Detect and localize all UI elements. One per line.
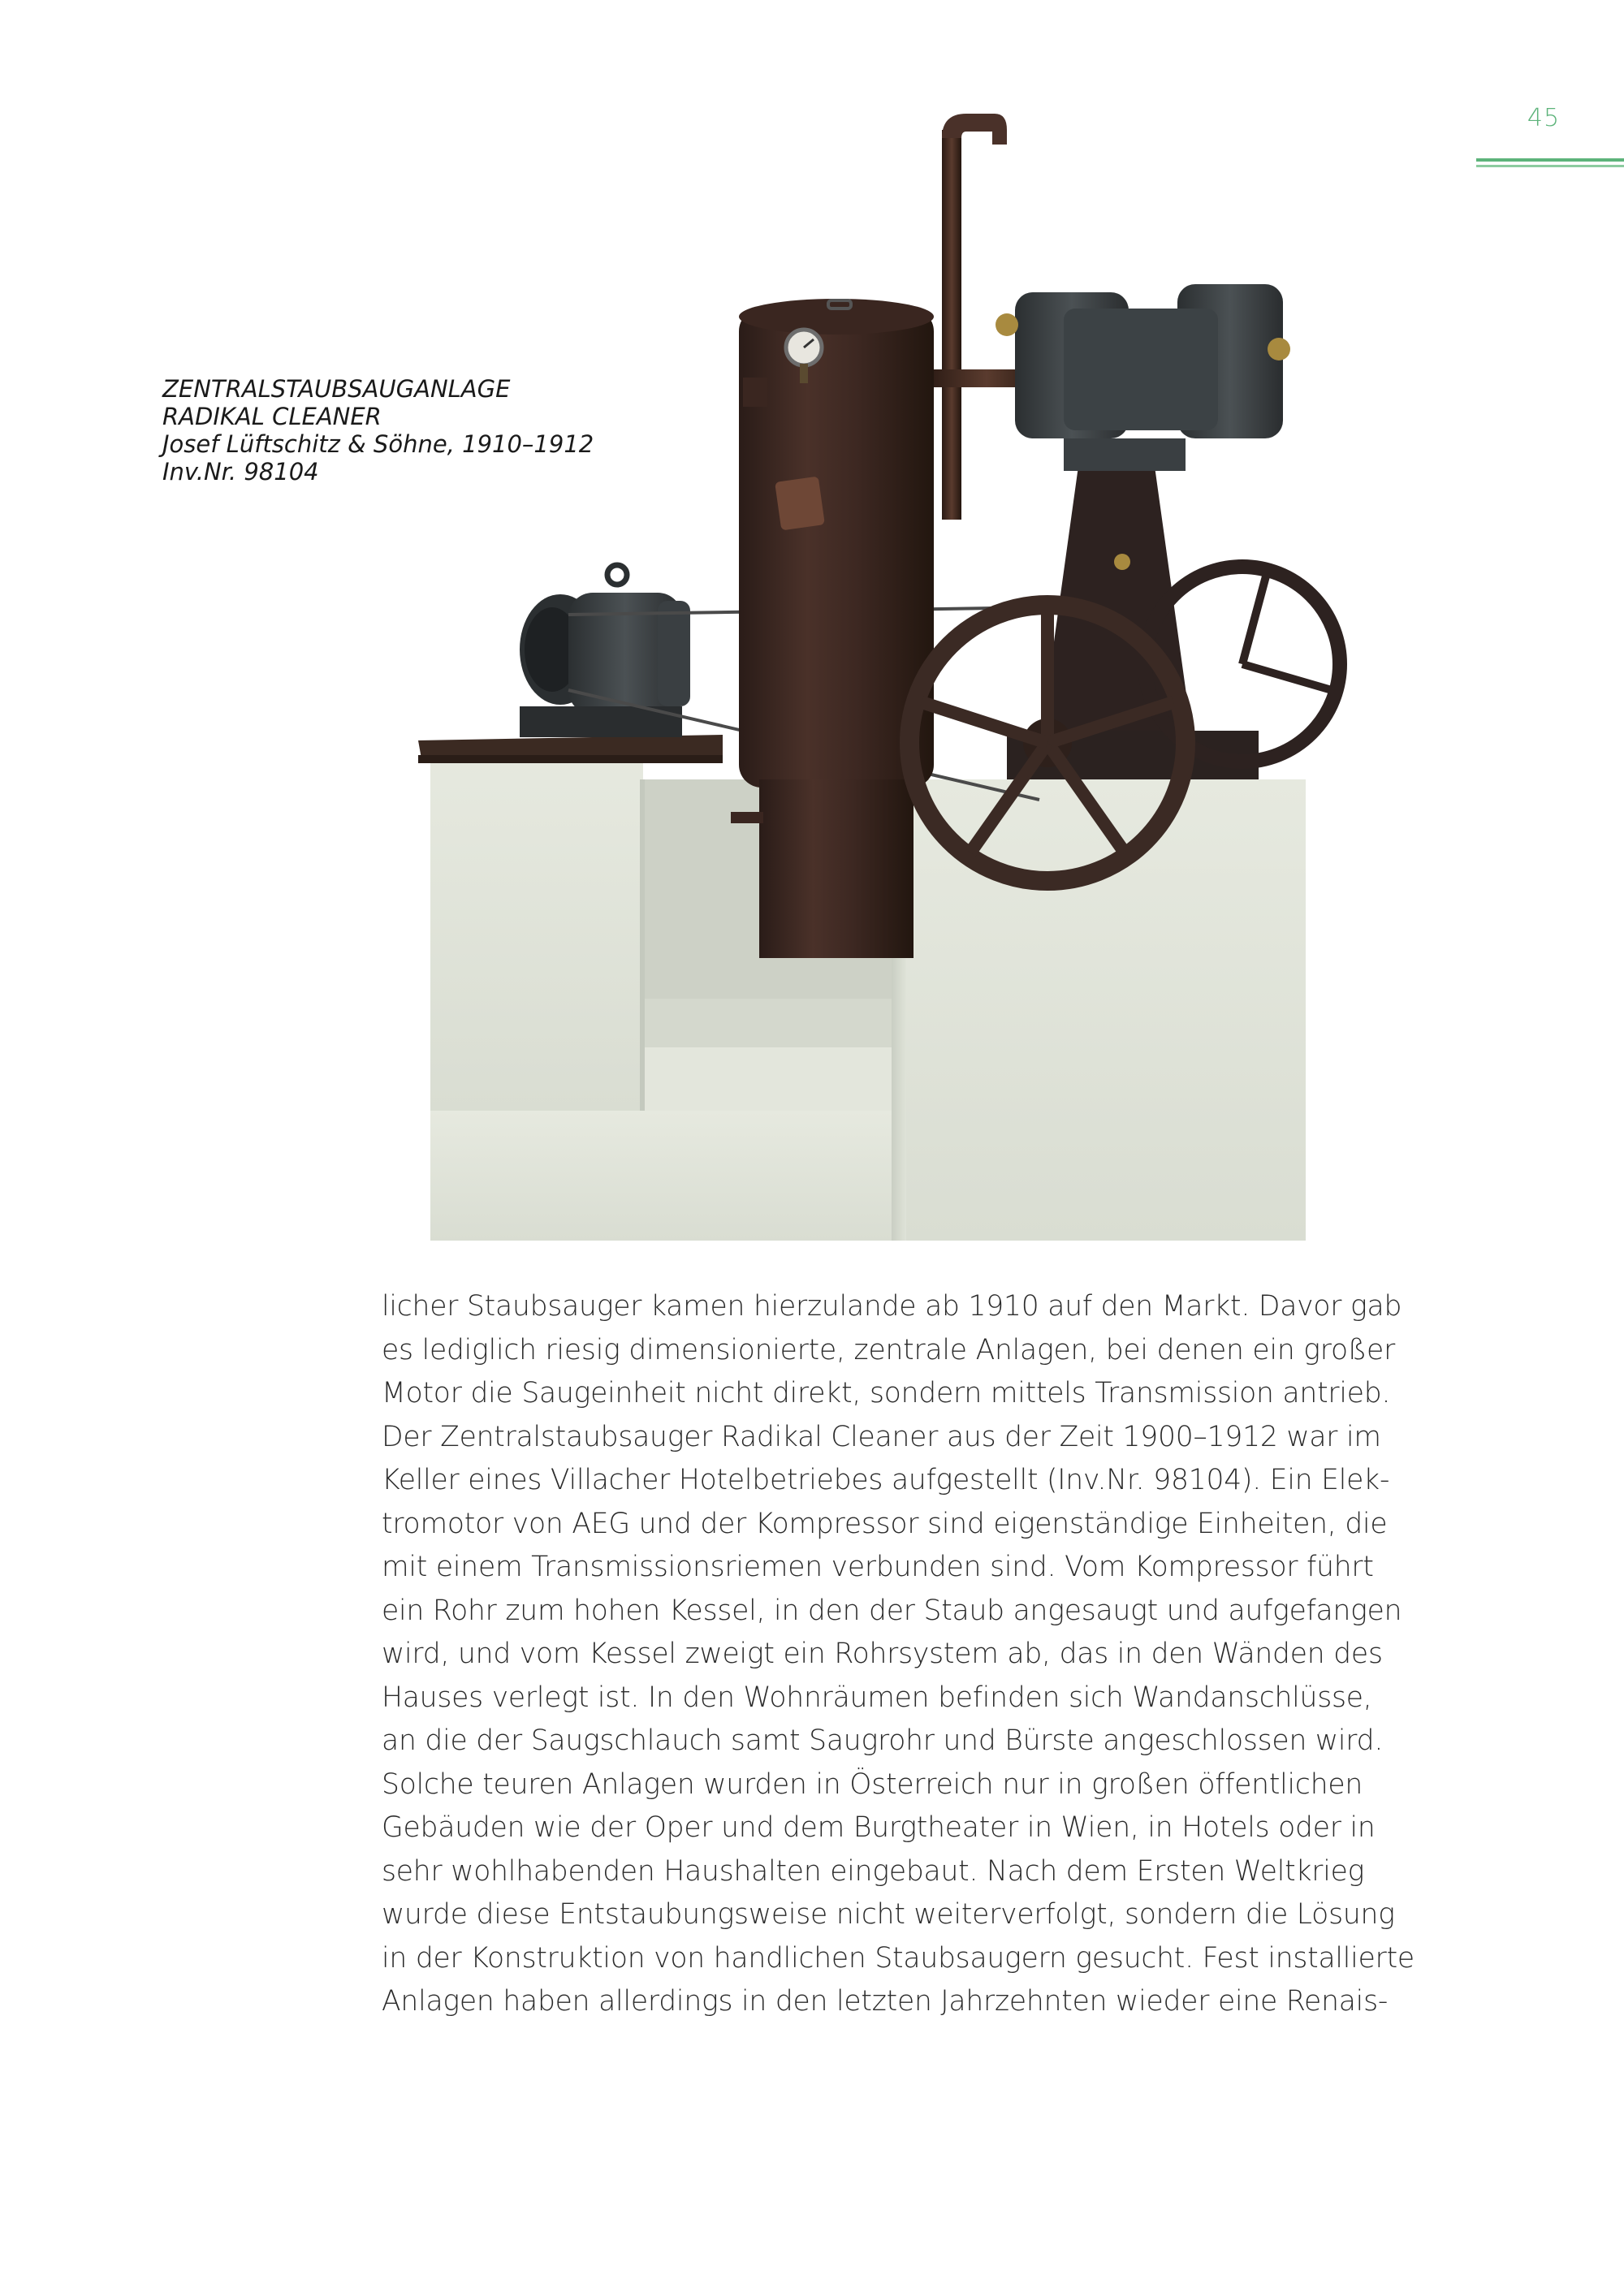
text-line: Motor die Saugeinheit nicht direkt, sondern mittels Transmission antrieb. <box>382 1377 1391 1409</box>
front-spoke <box>922 702 1047 743</box>
pedestal-left-block <box>430 753 643 1111</box>
brass-oiler-left <box>996 313 1018 336</box>
motor-end-cap <box>658 601 690 706</box>
figure-caption <box>162 375 666 486</box>
text-line: tromotor von AEG und der Kompressor sind eigenständige Einheiten, die <box>382 1507 1388 1540</box>
text-line: es lediglich riesig dimensionierte, zentrale Anlagen, bei denen ein großer <box>382 1333 1396 1366</box>
pedestal-recess-floor <box>643 1047 892 1111</box>
caption-title-line-2: RADIKAL CLEANER <box>162 403 382 430</box>
text-line: sehr wohlhabenden Haushalten eingebaut. Nach dem Ersten Weltkrieg <box>382 1854 1365 1888</box>
motor-base-edge <box>418 755 723 763</box>
pipe-vertical <box>942 130 961 520</box>
text-line: Solche teuren Anlagen wurden in Österreich nur in großen öffentlichen <box>382 1768 1363 1801</box>
brass-oiler-right <box>1268 338 1290 360</box>
caption-title-line-1: ZENTRALSTAUBSAUGANLAGE <box>162 375 511 403</box>
caption-maker: Josef Lüftschitz & Söhne, 1910–1912 <box>162 430 594 458</box>
text-line: ein Rohr zum hohen Kessel, in den der Staub angesaugt und aufgefangen <box>382 1594 1402 1627</box>
body-paragraph <box>382 1285 1453 2024</box>
text-line: in der Konstruktion von handlichen Staubsaugern gesucht. Fest installierte <box>382 1941 1415 1975</box>
maker-plate <box>775 477 825 531</box>
rear-spoke <box>1242 573 1267 664</box>
text-line: Der Zentralstaubsauger Radikal Cleaner aus der Zeit 1900–1912 war im <box>382 1420 1381 1453</box>
motor-lifting-eye <box>607 565 627 585</box>
text-line: Anlagen haben allerdings in den letzten Jahrzehnten wieder eine Renais- <box>382 1985 1389 2018</box>
page-number: 45 <box>1527 104 1561 132</box>
text-line: Gebäuden wie der Oper und dem Burgtheater in Wien, in Hotels oder in <box>382 1811 1376 1844</box>
tank-outlet-pipe <box>731 812 763 823</box>
caption-inventory: Inv.Nr. 98104 <box>162 458 319 486</box>
dust-tank <box>739 299 934 958</box>
compressor-plinth <box>1064 438 1186 471</box>
text-line: an die der Saugschlauch samt Saugrohr und Bürste angeschlossen wird. <box>382 1724 1384 1757</box>
pedestal-recess-shadow <box>643 999 892 1047</box>
pedestal-left-lower <box>430 1111 892 1241</box>
tank-lower <box>759 779 914 958</box>
rear-spoke <box>1242 664 1332 690</box>
text-line: licher Staubsauger kamen hierzulande ab 1910 auf den Markt. Davor gab <box>382 1290 1402 1323</box>
text-line: wurde diese Entstaubungsweise nicht weiterverfolgt, sondern die Lösung <box>382 1898 1395 1931</box>
compressor-crosshead <box>1064 309 1218 430</box>
pedestal-left-edge <box>640 779 645 1111</box>
compressor <box>996 284 1290 779</box>
brass-fitting <box>1114 554 1130 570</box>
text-line: mit einem Transmissionsriemen verbunden sind. Vom Kompressor führt <box>382 1551 1374 1583</box>
tank-top <box>739 299 934 335</box>
text-line: wird, und vom Kessel zweigt ein Rohrsystem ab, das in den Wänden des <box>382 1638 1383 1670</box>
text-line: Hauses verlegt ist. In den Wohnräumen befinden sich Wandanschlüsse, <box>382 1681 1372 1714</box>
tank-inlet-pipe <box>743 378 767 407</box>
text-line: Keller eines Villacher Hotelbetriebes aufgestellt (Inv.Nr. 98104). Ein Elek- <box>382 1464 1390 1496</box>
gauge-stem <box>800 364 808 383</box>
